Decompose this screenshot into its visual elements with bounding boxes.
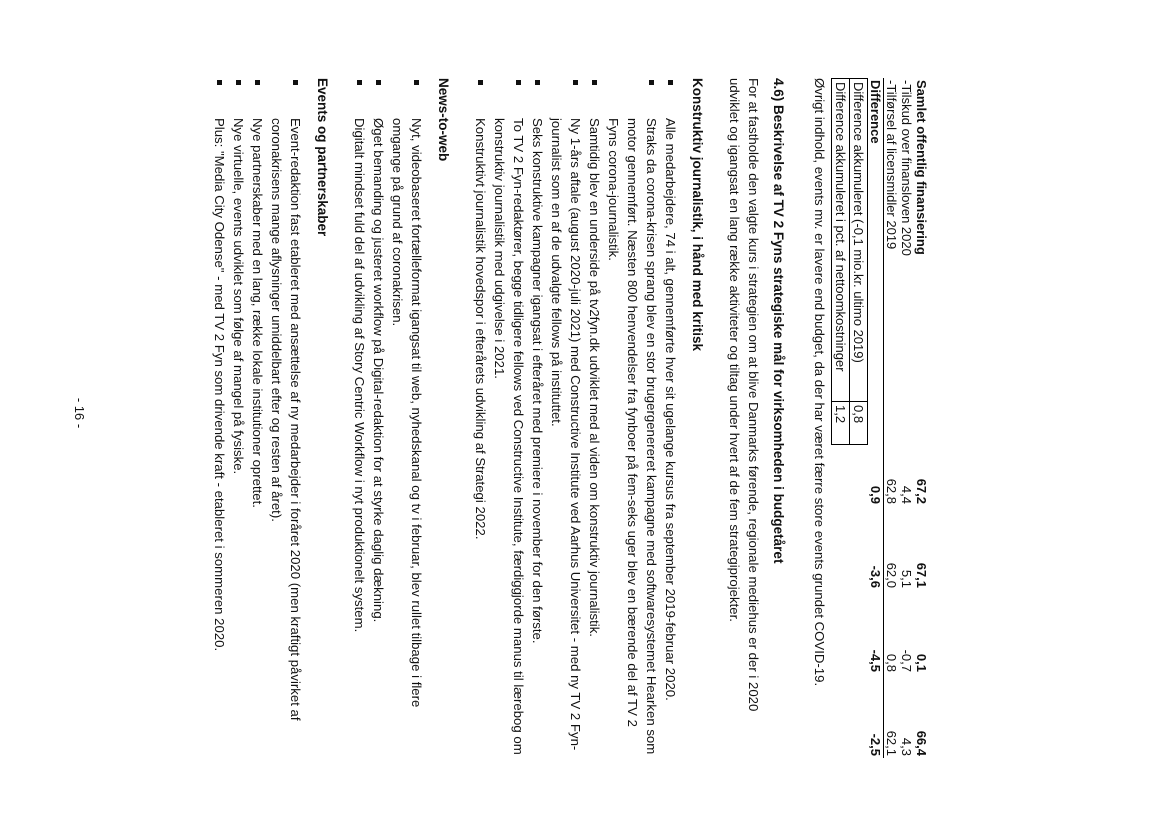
covid-note: Øvrigt indhold, events mv. er lavere end budget, da der har været færre store events grundet COVID-19. xyxy=(812,78,827,687)
subsection-heading: Konstruktiv journalistik, i hånd med kritisk xyxy=(690,78,705,352)
finance-table xyxy=(868,78,929,758)
list-item: Ny 1-års aftale (august 2020-juli 2021) med Constructive Institute ved Aarhus Universitet - med ny TV 2 Fyn-journalist som en af de udvalgte fellows på instituttet. xyxy=(547,78,585,758)
accumulated-value: 1,2 xyxy=(832,402,850,445)
finance-row-label: Samlet offentlig finansiering xyxy=(914,80,929,255)
page-content xyxy=(210,78,929,758)
accumulated-label: Difference akkumuleret (-0,1 mio.kr. ultimo 2019) xyxy=(850,79,868,402)
bullet-list xyxy=(350,78,426,758)
finance-cell: 66,4 xyxy=(914,730,929,756)
list-item: Konstruktivt journalistik hovedspor i efterårets udvikling af Strategi 2022. xyxy=(471,78,490,758)
finance-cell: 0,9 xyxy=(868,422,884,506)
accumulated-value: 0,8 xyxy=(850,402,868,445)
finance-cell: 62,8 xyxy=(884,478,899,504)
subsection-heading: News-to-web xyxy=(436,78,451,162)
subsection-heading: Events og partnerskaber xyxy=(315,78,330,237)
finance-row xyxy=(914,78,929,758)
finance-row xyxy=(884,78,900,758)
accumulated-row xyxy=(832,79,850,445)
list-item: Samtidig blev en underside på tv2fyn.dk udviklet med al viden om konstruktiv journalistik. xyxy=(585,78,604,758)
list-item: Digitalt mindset fuld del af udvikling af Story Centric Workflow i nyt produktionelt system. xyxy=(350,78,369,758)
list-item: Seks konstruktive kampagner igangsat i efteråret med premiere i november for den første. xyxy=(528,78,547,758)
intro-paragraph: For at fastholde den valgte kurs i strategien om at blive Danmarks førende, regionale mediehus er der i 2020 udviklet og igangsat en lang række aktiviteter og tiltag under hvert af de fem strategiprojekter. xyxy=(727,78,761,712)
list-item: Nye virtuelle, events udviklet som følge af mangel på fysiske. xyxy=(229,78,248,758)
finance-cell: 0,8 xyxy=(884,653,899,672)
finance-cell: -2,5 xyxy=(868,674,884,758)
list-item: To TV 2 Fyn-redaktører, begge tidligere fellows ved Constructive Institute, færdiggjorde manus til lærebog om konstruktiv journalistik med udgivelse i 2021. xyxy=(490,78,528,758)
list-item: Nye partnerskaber med en lang, række lokale institutioner oprettet. xyxy=(248,78,267,758)
finance-cell: 5,1 xyxy=(899,569,914,588)
finance-cell: 4,4 xyxy=(899,485,914,504)
finance-row xyxy=(868,78,884,758)
finance-cell: -0,7 xyxy=(899,649,914,672)
accumulated-row xyxy=(850,79,868,445)
page-number: - 16 - xyxy=(72,397,87,429)
finance-cell: 62,1 xyxy=(884,730,899,756)
list-item: Nyt, videobaseret fortælleformat igangsat til web, nyhedskanal og tv i februar, blev rullet tilbage i flere omgange på grund af coronakrisen. xyxy=(388,78,426,758)
accumulated-label: Difference akkumuleret i pct. af nettoomkostninger xyxy=(832,79,850,402)
finance-cell: 62,0 xyxy=(884,562,899,588)
list-item: Øget bemanding og justeret workflow på Digital-redaktion for at styrke daglig dækning. xyxy=(369,78,388,758)
finance-row-label: Difference xyxy=(868,78,884,422)
bullet-list xyxy=(471,78,680,758)
finance-cell: -4,5 xyxy=(868,590,884,674)
finance-cell: 4,3 xyxy=(899,737,914,756)
finance-row-label: -Tilførsel af licensmidler 2019 xyxy=(884,80,899,250)
bullet-list xyxy=(210,78,305,758)
finance-row xyxy=(899,78,914,758)
finance-row-label: -Tilskud over finansloven 2020 xyxy=(899,80,914,256)
accumulated-difference-table xyxy=(831,78,868,445)
strategy-sections xyxy=(210,78,707,758)
finance-cell: 67,2 xyxy=(914,478,929,504)
finance-cell: 67,1 xyxy=(914,562,929,588)
list-item: Straks da corona-krisen sprang blev en stor brugergenereret kampagne med softwaresystemet Hearken som motor gennemført. Næsten 800 henvendelser fra fynboer på fem-seks uger blev en bærende del af TV 2 Fyns corona-journalistik. xyxy=(604,78,661,758)
list-item: Event-redaktion fast etableret med ansættelse af ny medarbejder i foråret 2020 (men kraftigt påvirket af coronakrisens mange aflysninger umiddelbart efter og resten af året). xyxy=(267,78,305,758)
section-heading: 4.6) Beskrivelse af TV 2 Fyns strategiske mål for virksomheden i budgetåret xyxy=(771,78,786,564)
list-item: Alle medarbejdere, 74 i alt, gennemførte hver sit ugelange kursus fra september 2019-februar 2020. xyxy=(661,78,680,758)
finance-cell: -3,6 xyxy=(868,506,884,590)
list-item: Plus: "Media City Odense" - med TV 2 Fyn som drivende kraft - etableret i sommeren 2020. xyxy=(210,78,229,758)
finance-cell: 0,1 xyxy=(914,653,929,672)
